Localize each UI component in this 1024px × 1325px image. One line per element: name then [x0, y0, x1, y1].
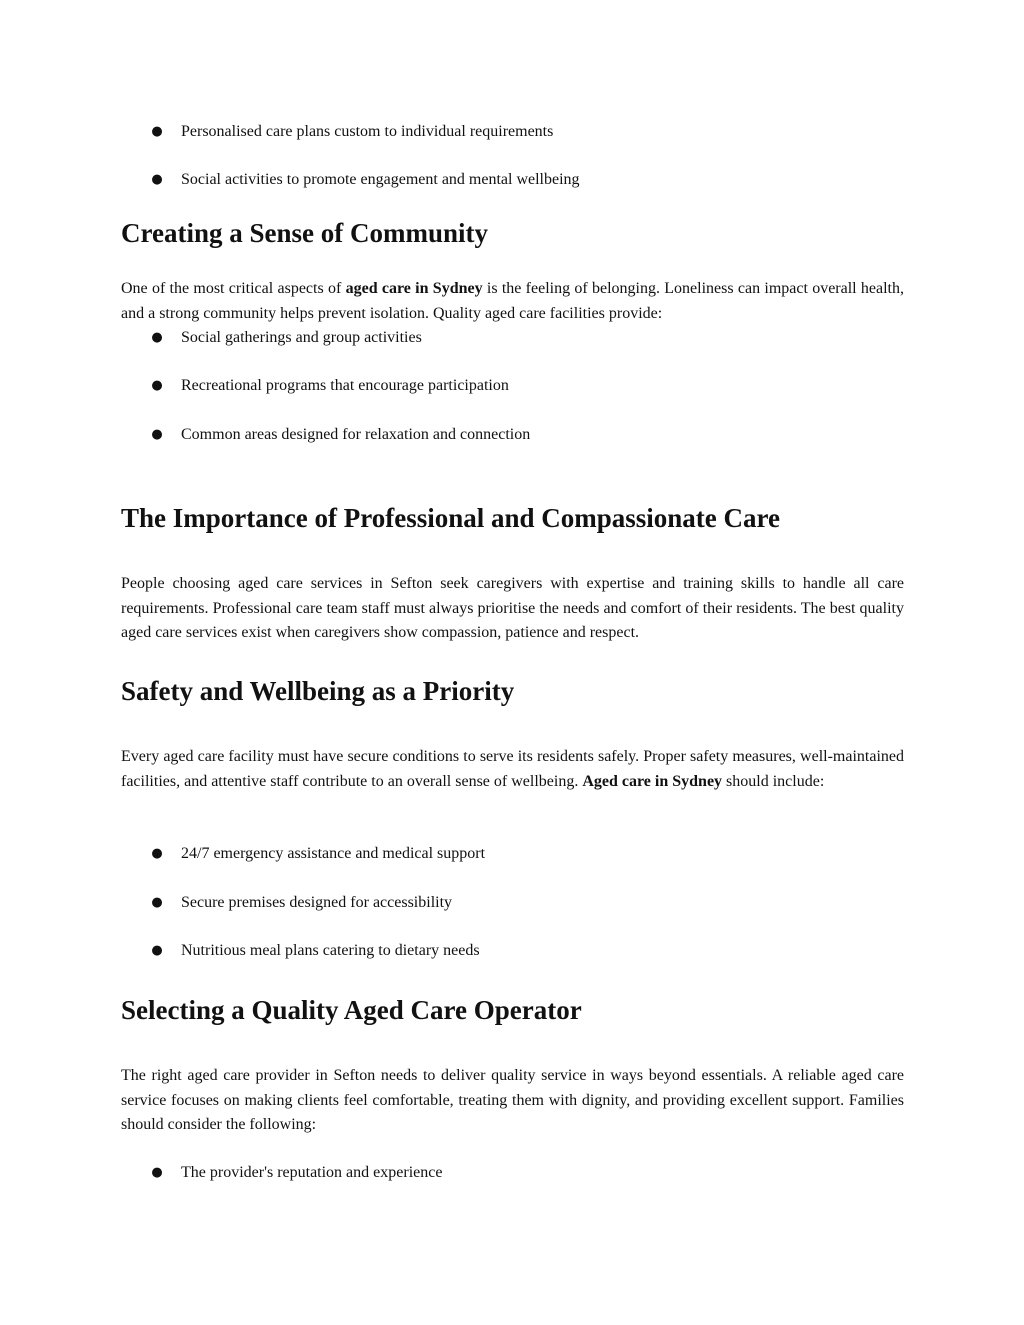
bullet-icon: ● — [151, 895, 163, 910]
bullet-icon: ● — [151, 172, 163, 187]
selecting-paragraph: The right aged care provider in Sefton needs to deliver quality service in ways beyond essentials. A reliable aged care service focuses on making clients feel comfortable, treating them with dignity, and providing excellent support. Families should consider the following: — [121, 1067, 904, 1133]
bullet-icon: ● — [151, 846, 163, 861]
section-heading-professional: The Importance of Professional and Compassionate Care — [121, 503, 780, 533]
list-item-text: Social activities to promote engagement and mental wellbeing — [181, 171, 580, 188]
bullet-icon: ● — [151, 378, 163, 393]
list-item — [150, 891, 910, 915]
list-item-text: The provider's reputation and experience — [181, 1164, 443, 1181]
list-item — [150, 939, 910, 963]
list-item-text: Secure premises designed for accessibility — [181, 894, 453, 911]
paragraph-text: should include: — [722, 772, 825, 790]
bullet-icon: ● — [151, 1165, 163, 1180]
list-item-text: 24/7 emergency assistance and medical support — [181, 845, 486, 862]
list-item — [150, 120, 910, 144]
list-item — [150, 423, 910, 447]
community-paragraph — [121, 277, 904, 326]
bullet-icon: ● — [151, 943, 163, 958]
section-heading-community: Creating a Sense of Community — [121, 218, 488, 248]
section-heading-safety: Safety and Wellbeing as a Priority — [121, 676, 515, 706]
paragraph-text: is the feeling of belonging. Loneliness can impact overall health, and a strong community helps prevent isolation. Quality aged care facilities provide: — [121, 280, 904, 322]
list-item — [150, 168, 910, 192]
list-item-text: Nutritious meal plans catering to dietary needs — [181, 942, 480, 959]
list-item-text: Personalised care plans custom to individual requirements — [181, 123, 554, 140]
section-heading-selecting: Selecting a Quality Aged Care Operator — [121, 995, 582, 1025]
paragraph-text: Every aged care facility must have secure conditions to serve its residents safely. Proper safety measures, well-maintained facilities, and attentive staff contribute to an overall sense of wellbeing. — [121, 748, 904, 790]
bold-keyword: Aged care in Sydney — [582, 772, 723, 790]
list-item — [150, 842, 910, 866]
professional-paragraph: People choosing aged care services in Sefton seek caregivers with expertise and training skills to handle all care requirements. Professional care team staff must always prioritise the needs and comfort of their residents. The best quality aged care services exist when caregivers show compassion, patience and respect. — [121, 575, 904, 641]
paragraph-text: One of the most critical aspects of — [121, 280, 346, 297]
safety-paragraph — [121, 745, 904, 794]
list-item — [150, 1161, 910, 1185]
list-item — [150, 374, 910, 398]
bullet-icon: ● — [151, 124, 163, 139]
list-item — [150, 326, 910, 350]
bold-keyword: aged care in Sydney — [345, 280, 483, 297]
bullet-icon: ● — [151, 427, 163, 442]
list-item-text: Recreational programs that encourage participation — [181, 377, 509, 394]
list-item-text: Common areas designed for relaxation and connection — [181, 426, 531, 443]
bullet-icon: ● — [151, 330, 163, 345]
list-item-text: Social gatherings and group activities — [181, 329, 422, 346]
